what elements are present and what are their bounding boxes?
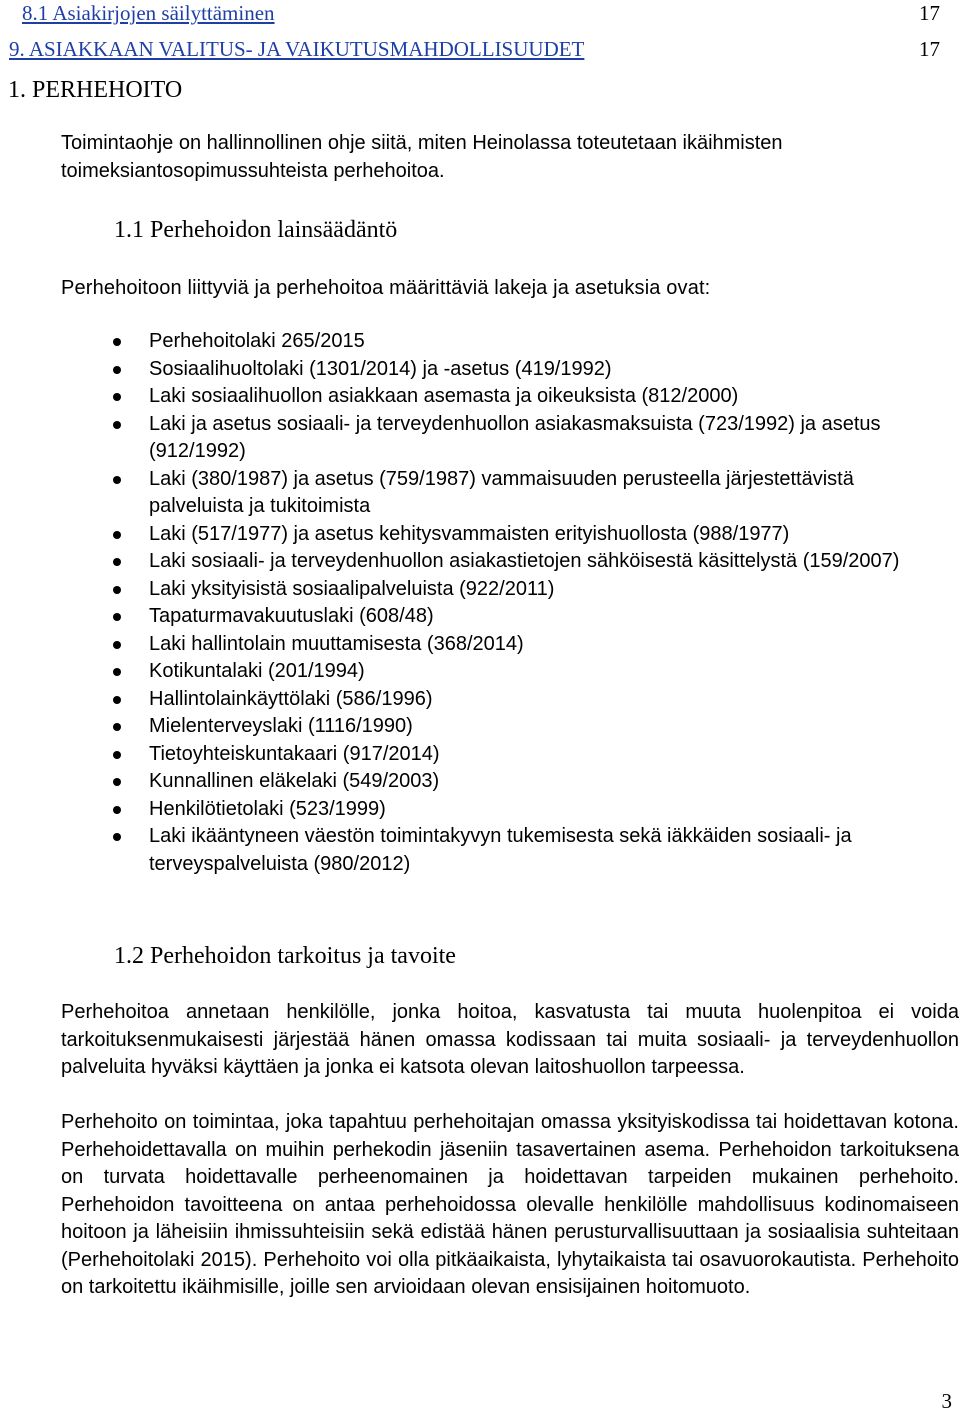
law-list-item-text: Laki (517/1977) ja asetus kehitysvammaisten erityishuollosta (988/1977) bbox=[149, 522, 790, 545]
law-list-item-text: Tietoyhteiskuntakaari (917/2014) bbox=[149, 742, 440, 765]
law-list-item bbox=[0, 686, 960, 714]
page-number: 3 bbox=[941, 1389, 952, 1413]
law-list bbox=[0, 328, 960, 878]
bullet-icon bbox=[113, 586, 121, 594]
law-list-item-text: Kunnallinen eläkelaki (549/2003) bbox=[149, 770, 440, 792]
law-list-item-text: Sosiaalihuoltolaki (1301/2014) ja -asetus (419/1992) bbox=[149, 357, 612, 380]
law-list-item-text: Laki ja asetus sosiaali- ja terveydenhuollon asiakasmaksuista (723/1992) ja asetus (912/1992) bbox=[149, 412, 881, 462]
law-list-item bbox=[0, 576, 960, 604]
law-list-item bbox=[0, 411, 960, 466]
law-list-item bbox=[0, 796, 960, 824]
toc-entry-9 bbox=[9, 36, 940, 62]
section-title-legislation: 1.1 Perhehoidon lainsäädäntö bbox=[114, 217, 398, 243]
law-list-item bbox=[0, 823, 960, 878]
bullet-icon bbox=[113, 366, 121, 374]
law-list-item-text: Laki sosiaalihuollon asiakkaan asemasta ja oikeuksista (812/2000) bbox=[149, 385, 739, 407]
bullet-icon bbox=[113, 338, 121, 346]
law-list-item-text: Henkilötietolaki (523/1999) bbox=[149, 797, 386, 820]
law-list-item bbox=[0, 603, 960, 631]
law-list-item-text: Laki ikääntyneen väestön toimintakyvyn tukemisesta sekä iäkkäiden sosiaali- ja terveyspalveluista (980/2012) bbox=[149, 825, 852, 875]
law-list-item bbox=[0, 768, 960, 796]
legislation-lead: Perhehoitoon liittyviä ja perhehoitoa määrittäviä lakeja ja asetuksia ovat: bbox=[61, 277, 711, 299]
law-list-item-text: Mielenterveyslaki (1116/1990) bbox=[149, 715, 413, 737]
law-list-item bbox=[0, 713, 960, 741]
toc-entry-8-1 bbox=[22, 0, 940, 26]
purpose-paragraph-2: Perhehoito on toimintaa, joka tapahtuu perhehoitajan omassa yksityiskodissa tai hoidettavan kotona. Perhehoidettavalla on muihin perhekodin jäseniin tasavertainen asema. Perhehoidon tarkoituksena on turvata hoidettavalle perheenomainen ja hoidettavan tarpeiden mukainen perhehoito. Perhehoidon tavoitteena on antaa perhehoidossa olevalle henkilölle mahdollisuus kodinomaiseen hoitoon ja läheisiin ihmissuhteisiin sekä edistää hänen perusturvallisuuttaan ja sosiaalisia suhteitaan (Perhehoitolaki 2015). Perhehoito voi olla pitkäaikaista, lyhytaikaista tai osavuorokautista. Perhehoito on tarkoitettu ikäihmisille, joille sen arvioidaan olevan ensisijainen hoitomuoto. bbox=[61, 1111, 959, 1298]
law-list-item bbox=[0, 548, 960, 576]
law-list-item-text: Laki (380/1987) ja asetus (759/1987) vammaisuuden perusteella järjestettävistä palveluista ja tukitoimista bbox=[149, 467, 854, 517]
toc-link-8-1[interactable]: 8.1 Asiakirjojen säilyttäminen bbox=[22, 1, 275, 25]
bullet-icon bbox=[113, 833, 121, 841]
law-list-item bbox=[0, 741, 960, 769]
law-list-item-text: Tapaturmavakuutuslaki (608/48) bbox=[149, 605, 434, 627]
law-list-item bbox=[0, 356, 960, 384]
law-list-item-text: Kotikuntalaki (201/1994) bbox=[149, 660, 365, 682]
toc-page-number: 17 bbox=[919, 37, 940, 61]
bullet-icon bbox=[113, 421, 121, 429]
toc-page-number: 17 bbox=[919, 1, 940, 25]
law-list-item-text: Perhehoitolaki 265/2015 bbox=[149, 330, 365, 352]
law-list-item-text: Laki yksityisistä sosiaalipalveluista (922/2011) bbox=[149, 577, 555, 600]
bullet-icon bbox=[113, 723, 121, 731]
law-list-item bbox=[0, 658, 960, 686]
toc-link-9[interactable]: 9. ASIAKKAAN VALITUS- JA VAIKUTUSMAHDOLLISUUDET bbox=[9, 37, 585, 61]
bullet-icon bbox=[113, 696, 121, 704]
law-list-item-text: Laki sosiaali- ja terveydenhuollon asiakastietojen sähköisestä käsittelystä (159/2007) bbox=[149, 550, 900, 572]
bullet-icon bbox=[113, 778, 121, 786]
bullet-icon bbox=[113, 531, 121, 539]
law-list-item bbox=[0, 631, 960, 659]
intro-paragraph: Toimintaohje on hallinnollinen ohje siitä, miten Heinolassa toteutetaan ikäihmisten toimeksiantosopimussuhteista perhehoitoa. bbox=[61, 132, 783, 182]
bullet-icon bbox=[113, 558, 121, 566]
law-list-item bbox=[0, 383, 960, 411]
law-list-item bbox=[0, 328, 960, 356]
section-title-purpose: 1.2 Perhehoidon tarkoitus ja tavoite bbox=[114, 943, 456, 969]
law-list-item-text: Laki hallintolain muuttamisesta (368/2014) bbox=[149, 632, 524, 655]
bullet-icon bbox=[113, 613, 121, 621]
bullet-icon bbox=[113, 641, 121, 649]
law-list-item bbox=[0, 466, 960, 521]
heading-perhehoito: 1. PERHEHOITO bbox=[8, 77, 183, 103]
law-list-item-text: Hallintolainkäyttölaki (586/1996) bbox=[149, 687, 433, 710]
bullet-icon bbox=[113, 751, 121, 759]
purpose-paragraph-1: Perhehoitoa annetaan henkilölle, jonka hoitoa, kasvatusta tai muuta huolenpitoa ei voida tarkoituksenmukaisesti järjestää hänen omassa kodissaan tai muita sosiaali- ja terveydenhuollon palveluita hyväksi käyttäen ja jonka ei katsota olevan laitoshuollon tarpeessa. bbox=[61, 1001, 959, 1078]
bullet-icon bbox=[113, 393, 121, 401]
bullet-icon bbox=[113, 668, 121, 676]
bullet-icon bbox=[113, 806, 121, 814]
bullet-icon bbox=[113, 476, 121, 484]
law-list-item bbox=[0, 521, 960, 549]
